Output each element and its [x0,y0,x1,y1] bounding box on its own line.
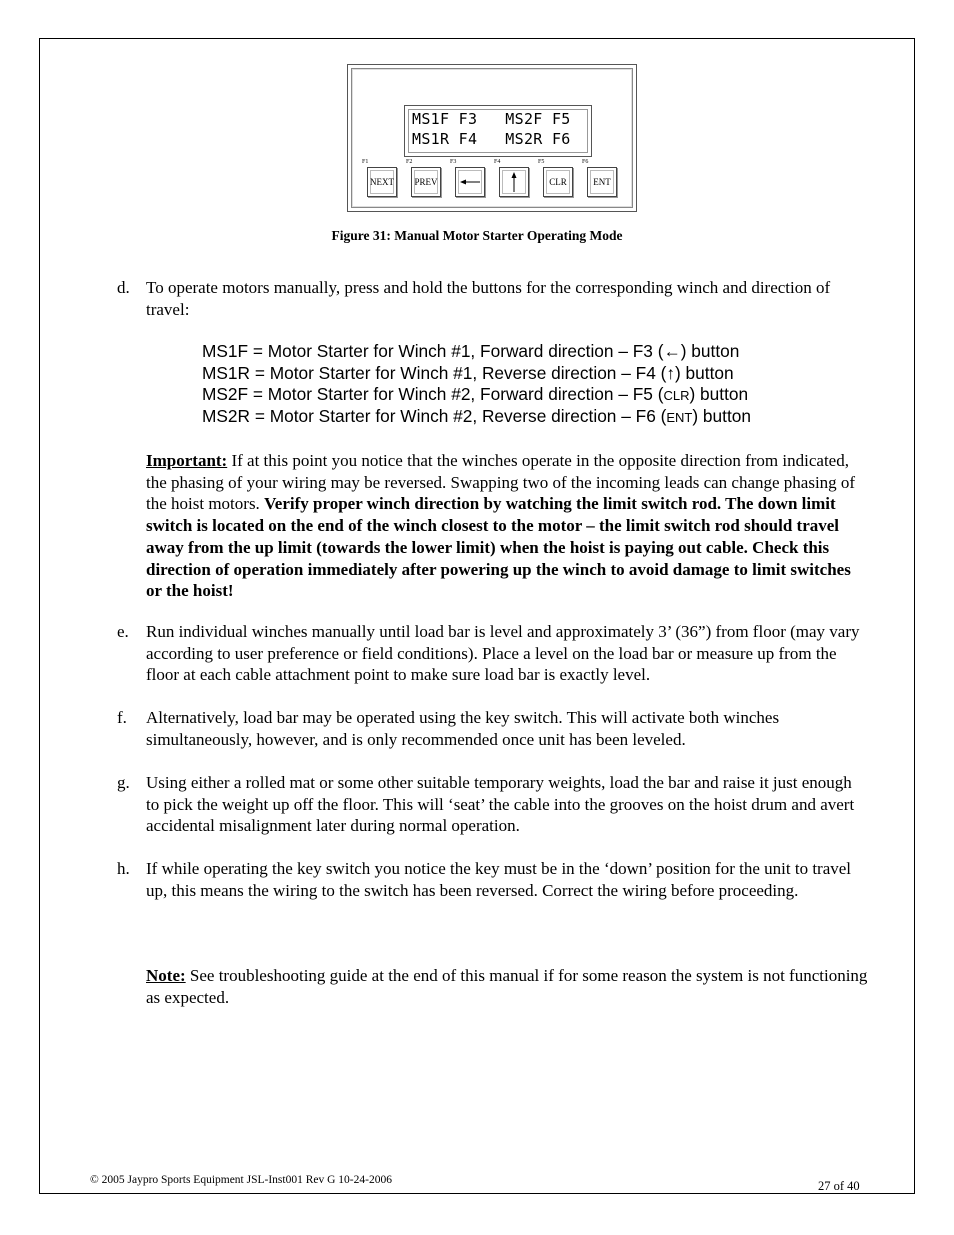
mapping-line-ms2f: MS2F = Motor Starter for Winch #2, Forward direction – F5 (CLR) button [202,384,749,404]
item-h-marker: h. [117,859,130,878]
mapping-line-ms1r: MS1R = Motor Starter for Winch #1, Reverse direction – F4 (↑) button [202,363,734,383]
mapping-line-ms1f: MS1F = Motor Starter for Winch #1, Forward direction – F3 (←) button [202,341,740,361]
lcd-line-2: MS1R F4 MS2R F6 [412,130,571,148]
important-paragraph [146,450,868,602]
clr-button[interactable] [543,167,573,197]
control-panel-figure [347,64,637,212]
ent-button[interactable] [587,167,617,197]
important-label: Important: [146,451,228,470]
clr-button-label: CLR [546,170,570,194]
ent-button-label: ENT [590,170,614,194]
item-f-marker: f. [117,708,127,727]
figure-caption: Figure 31: Manual Motor Starter Operating Mode [331,228,623,243]
next-button-label: NEXT [370,170,394,194]
item-d-marker: d. [117,278,130,297]
next-button[interactable] [367,167,397,197]
prev-button-label: PREV [414,170,438,194]
up-arrow-icon: ↑ [666,363,675,383]
fkey-label-f6: F6 [582,159,589,165]
up-arrow-icon [509,171,519,193]
item-g-text: Using either a rolled mat or some other suitable temporary weights, load the bar and raise it just enough to pick the weight up off the floor. This will ‘seat’ the cable into the grooves on the hoist drum and avert accidental misalignment later during normal operation. [146,773,855,836]
item-h-text: If while operating the key switch you notice the key must be in the ‘down’ position for the unit to travel up, this means the wiring to the switch has been reversed. Correct the wiring before proceeding. [146,859,852,900]
note-paragraph [146,965,868,1008]
item-e-text: Run individual winches manually until load bar is level and approximately 3’ (36”) from floor (may vary according to user preference or field conditions). Place a level on the load bar or measure up from the floor at each cable attachment point to make sure load bar is exactly level. [146,622,860,685]
left-arrow-icon [459,177,481,187]
left-arrow-button[interactable] [455,167,485,197]
item-f-text: Alternatively, load bar may be operated using the key switch. This will activate both winches simultaneously, however, and is only recommended once unit has been leveled. [146,708,780,749]
lcd-line-1: MS1F F3 MS2F F5 [412,110,571,128]
fkey-label-f2: F2 [406,159,413,165]
item-d-text: To operate motors manually, press and hold the buttons for the corresponding winch and direction of travel: [146,278,831,319]
footer-copyright: © 2005 Jaypro Sports Equipment JSL-Inst001 Rev G 10-24-2006 [90,1174,392,1186]
fkey-label-f3: F3 [450,159,457,165]
item-e-marker: e. [117,622,129,641]
item-g-marker: g. [117,773,130,792]
note-label: Note: [146,966,186,985]
left-arrow-icon: ← [663,341,681,361]
note-text: See troubleshooting guide at the end of this manual if for some reason the system is not functioning as expected. [146,966,868,1007]
lcd-display [404,105,592,157]
important-text: If at this point you notice that the winches operate in the opposite direction from indicated, the phasing of your wiring may be reversed. Swapping two of the incoming leads can change phasing of the hoist motors. [146,451,856,514]
important-bold-text: Verify proper winch direction by watching the limit switch rod. The down limit switch is located on the end of the winch closest to the motor – the limit switch rod should travel away from the up limit (towards the lower limit) when the hoist is paying out cable. Check this direction of operation immediately after powering up the winch to avoid damage to limit switches or the hoist! [146,494,851,601]
ent-key-label: ENT [666,410,693,425]
mapping-line-ms2r: MS2R = Motor Starter for Winch #2, Reverse direction – F6 (ENT) button [202,406,751,426]
footer-page-number: 27 of 40 [818,1179,860,1193]
fkey-label-f5: F5 [538,159,545,165]
fkey-label-f4: F4 [494,159,501,165]
fkey-label-f1: F1 [362,159,369,165]
clr-key-label: CLR [663,388,690,403]
up-arrow-button[interactable] [499,167,529,197]
prev-button[interactable] [411,167,441,197]
